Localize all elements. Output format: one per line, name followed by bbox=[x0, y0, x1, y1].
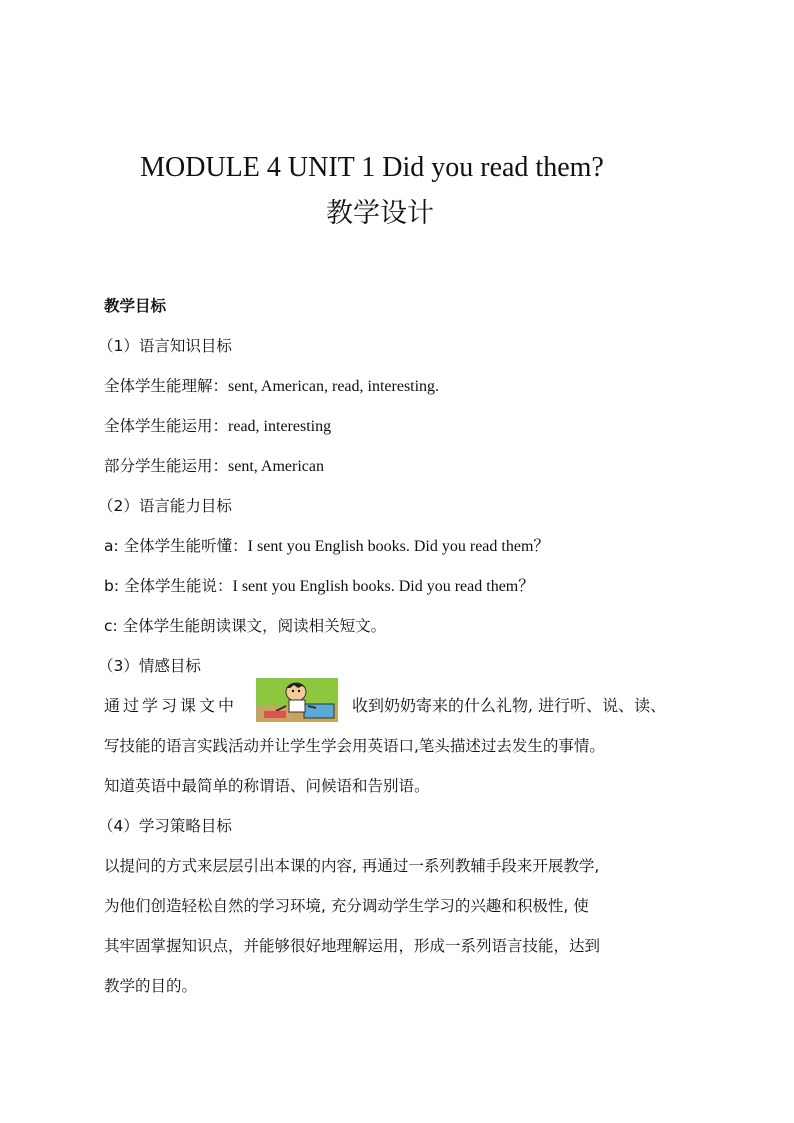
knowledge-understand-prefix: 全体学生能理解： bbox=[104, 377, 229, 395]
knowledge-use-line bbox=[104, 406, 699, 446]
strategy-line-1 bbox=[104, 846, 699, 886]
ability-a-text: I sent you English books. Did you read them？ bbox=[247, 538, 550, 555]
document-title-english: MODULE 4 UNIT 1 Did you read them? bbox=[140, 152, 604, 183]
emotion-line1-before: 通过学习课文中 bbox=[104, 696, 238, 715]
strategy-line4-text: 教学的目的。 bbox=[104, 977, 198, 995]
ability-a-prefix: a: 全体学生能听懂： bbox=[104, 537, 248, 555]
emotion-line1-after: 收到奶奶寄来的什么礼物, 进行听、说、读、 bbox=[352, 696, 667, 715]
document-body bbox=[98, 286, 699, 1006]
ability-c-text: c: 全体学生能朗读课文，阅读相关短文。 bbox=[104, 617, 387, 635]
strategy-line-2 bbox=[104, 886, 699, 926]
emotion-line-2 bbox=[104, 726, 699, 766]
strategy-line3-text: 其牢固掌握知识点，并能够很好地理解运用，形成一系列语言技能，达到 bbox=[104, 937, 601, 955]
knowledge-partial-prefix: 部分学生能运用： bbox=[104, 457, 229, 475]
emotion-line-3 bbox=[104, 766, 699, 806]
ability-c-line bbox=[104, 606, 699, 646]
knowledge-understand-words: sent, American, read, interesting. bbox=[228, 378, 440, 395]
emotion-goal-label: （3）情感目标 bbox=[98, 657, 201, 675]
emotion-line3-text: 知道英语中最简单的称谓语、问候语和告别语。 bbox=[104, 777, 430, 795]
ability-b-text: I sent you English books. Did you read them？ bbox=[232, 578, 535, 595]
section-heading: 教学目标 bbox=[104, 297, 167, 315]
emotion-line2-text: 写技能的语言实践活动并让学生学会用英语口,笔头描述过去发生的事情。 bbox=[104, 737, 605, 755]
knowledge-understand-line bbox=[104, 366, 699, 406]
document-title-chinese: 教学设计 bbox=[326, 198, 434, 229]
ability-b-line bbox=[104, 566, 699, 606]
strategy-line-4 bbox=[104, 966, 699, 1006]
knowledge-partial-words: sent, American bbox=[228, 458, 324, 475]
knowledge-use-words: read, interesting bbox=[228, 418, 332, 435]
emotion-line-1 bbox=[104, 686, 699, 726]
ability-b-prefix: b: 全体学生能说： bbox=[104, 577, 233, 595]
strategy-line2-text: 为他们创造轻松自然的学习环境, 充分调动学生学习的兴趣和积极性, 使 bbox=[104, 897, 589, 915]
knowledge-use-prefix: 全体学生能运用： bbox=[104, 417, 229, 435]
ability-goal-label: （2）语言能力目标 bbox=[98, 497, 232, 515]
strategy-line1-text: 以提问的方式来层层引出本课的内容, 再通过一系列教辅手段来开展教学, bbox=[104, 857, 600, 875]
knowledge-partial-line bbox=[104, 446, 699, 486]
cartoon-boy-image bbox=[256, 678, 338, 722]
ability-a-line bbox=[104, 526, 699, 566]
strategy-goal-label: （4）学习策略目标 bbox=[98, 817, 232, 835]
strategy-line-3 bbox=[104, 926, 699, 966]
knowledge-goal-label: （1）语言知识目标 bbox=[98, 337, 232, 355]
